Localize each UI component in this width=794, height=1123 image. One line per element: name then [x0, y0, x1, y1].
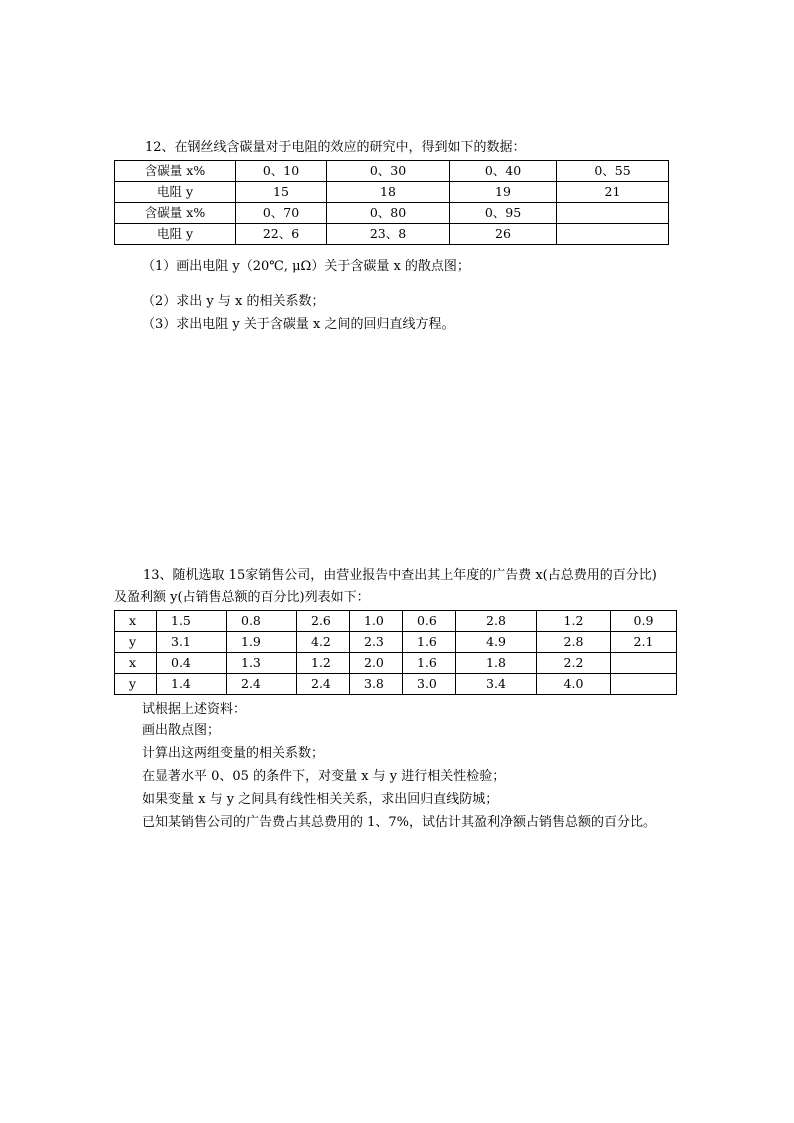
q13-item-1: 试根据上述资料： — [142, 702, 247, 717]
table-cell: 2.3 — [350, 632, 403, 653]
table-cell: x — [115, 653, 157, 674]
table-cell: 1.2 — [297, 653, 350, 674]
table-cell: 3.0 — [403, 674, 456, 695]
q12-table — [114, 160, 669, 245]
table-cell: 15 — [236, 182, 327, 203]
q13-item-2: 画出散点图； — [142, 723, 221, 738]
table-row — [115, 611, 677, 632]
q13-item-4: 在显著水平 0、05 的条件下，对变量 x 与 y 进行相关性检验； — [142, 769, 506, 784]
table-cell: 1.8 — [456, 653, 537, 674]
table-cell: 21 — [557, 182, 669, 203]
table-cell: 0.9 — [611, 611, 677, 632]
table-cell: 2.6 — [297, 611, 350, 632]
table-cell: y — [115, 632, 157, 653]
table-cell: 3.1 — [157, 632, 227, 653]
table-row — [115, 653, 677, 674]
table-cell: 0、55 — [557, 161, 669, 182]
table-cell: x — [115, 611, 157, 632]
q13-item-5: 如果变量 x 与 y 之间具有线性相关关系，求出回归直线防城； — [142, 792, 499, 807]
q12-title: 12、在钢丝线含碳量对于电阻的效应的研究中，得到如下的数据： — [145, 140, 526, 155]
table-cell: 2.1 — [611, 632, 677, 653]
table-cell: 含碳量 x% — [115, 203, 236, 224]
table-cell: 2.2 — [537, 653, 611, 674]
table-cell: 电阻 y — [115, 224, 236, 245]
q12-item-2: （2）求出 y 与 x 的相关系数； — [142, 294, 325, 309]
table-cell — [557, 203, 669, 224]
table-cell: 2.8 — [456, 611, 537, 632]
table-cell: 1.6 — [403, 632, 456, 653]
table-cell: 电阻 y — [115, 182, 236, 203]
table-cell: 1.0 — [350, 611, 403, 632]
table-cell — [611, 653, 677, 674]
table-cell: 1.5 — [157, 611, 227, 632]
table-cell: 0、80 — [327, 203, 450, 224]
q13-item-6: 已知某销售公司的广告费占其总费用的 1、7%，试估计其盈利净额占销售总额的百分比。 — [142, 815, 657, 830]
table-cell: 0.4 — [157, 653, 227, 674]
table-cell: 1.9 — [227, 632, 297, 653]
table-cell: 1.3 — [227, 653, 297, 674]
table-cell — [611, 674, 677, 695]
table-cell: 1.6 — [403, 653, 456, 674]
q13-item-3: 计算出这两组变量的相关系数； — [142, 746, 325, 761]
table-cell: 3.4 — [456, 674, 537, 695]
q13-title-line1: 13、随机选取 15家销售公司，由营业报告中查出其上年度的广告费 x(占总费用的百分比) — [143, 568, 657, 583]
table-cell: 0、70 — [236, 203, 327, 224]
table-row — [115, 224, 669, 245]
q12-item-1: （1）画出电阻 y（20℃, μΩ）关于含碳量 x 的散点图； — [142, 259, 470, 274]
table-cell: 0.8 — [227, 611, 297, 632]
table-cell: 23、8 — [327, 224, 450, 245]
table-cell: 0、30 — [327, 161, 450, 182]
table-cell: 0、40 — [450, 161, 557, 182]
table-cell: 0、95 — [450, 203, 557, 224]
table-cell: 18 — [327, 182, 450, 203]
table-row — [115, 161, 669, 182]
table-row — [115, 632, 677, 653]
table-cell: 2.4 — [227, 674, 297, 695]
table-cell: 2.4 — [297, 674, 350, 695]
table-cell: 含碳量 x% — [115, 161, 236, 182]
q12-item-3: （3）求出电阻 y 关于含碳量 x 之间的回归直线方程。 — [142, 317, 455, 332]
table-cell: 4.9 — [456, 632, 537, 653]
table-cell: 2.8 — [537, 632, 611, 653]
table-cell: y — [115, 674, 157, 695]
q13-title-line2: 及盈利额 y(占销售总额的百分比)列表如下： — [114, 590, 370, 605]
table-row — [115, 674, 677, 695]
table-cell: 2.0 — [350, 653, 403, 674]
table-cell: 1.2 — [537, 611, 611, 632]
table-row — [115, 203, 669, 224]
table-cell: 4.0 — [537, 674, 611, 695]
table-cell: 19 — [450, 182, 557, 203]
table-cell: 1.4 — [157, 674, 227, 695]
table-cell: 0.6 — [403, 611, 456, 632]
table-cell: 22、6 — [236, 224, 327, 245]
table-cell — [557, 224, 669, 245]
q13-table — [114, 610, 677, 695]
table-cell: 3.8 — [350, 674, 403, 695]
table-cell: 26 — [450, 224, 557, 245]
table-cell: 4.2 — [297, 632, 350, 653]
table-cell: 0、10 — [236, 161, 327, 182]
table-row — [115, 182, 669, 203]
